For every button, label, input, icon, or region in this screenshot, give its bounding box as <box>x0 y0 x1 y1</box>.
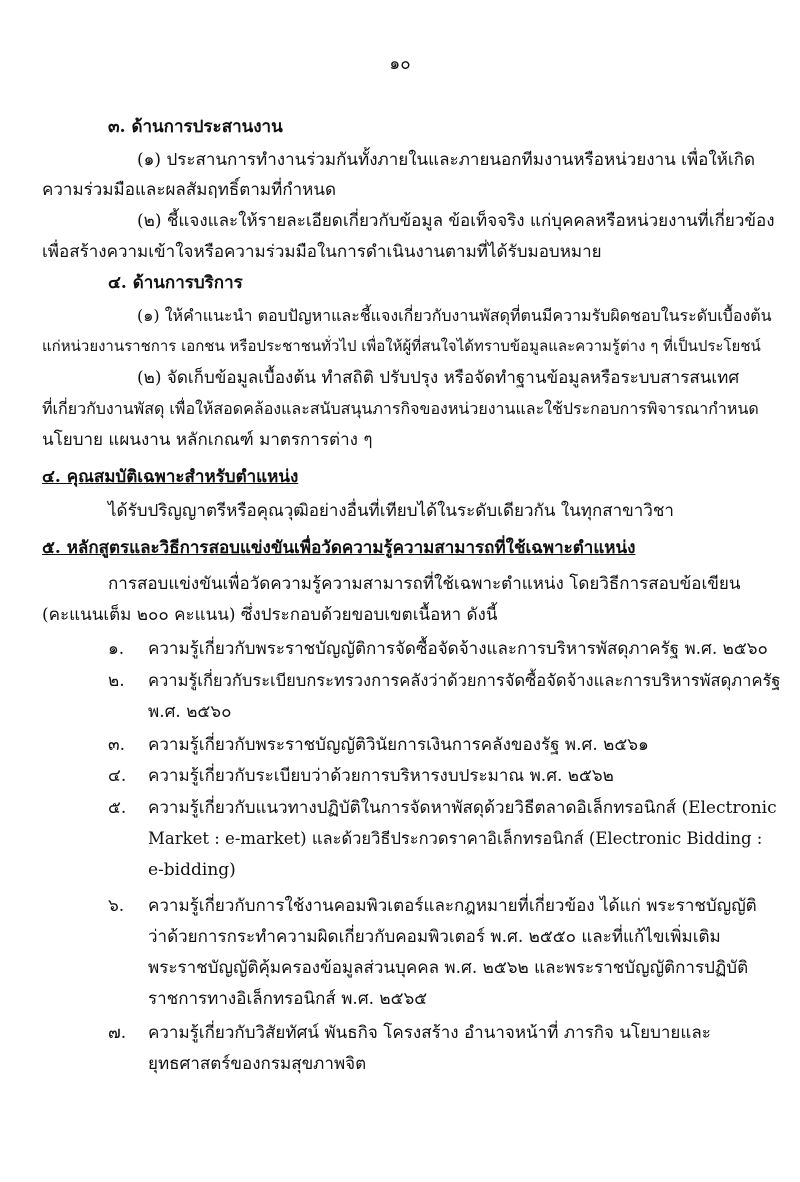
exam-item-line: ความรู้เกี่ยวกับพระราชบัญญัติวินัยการเงินการคลังของรัฐ พ.ศ. ๒๕๖๑ <box>148 735 649 755</box>
exam-item-line: ความรู้เกี่ยวกับการใช้งานคอมพิวเตอร์และกฎหมายที่เกี่ยวข้อง ได้แก่ พระราชบัญญัติ <box>148 896 757 916</box>
section4-item1-line2: แก่หน่วยงานราชการ เอกชน หรือประชาชนทั่วไป เพื่อให้ผู้ที่สนใจได้ทราบข้อมูลและความรู้ต่าง ๆ ที่เป็นประโยชน์ <box>42 337 761 355</box>
exam-item-number: ๖. <box>108 896 125 916</box>
exam-item-number: ๗. <box>108 1023 127 1043</box>
section4-item1-line1: (๑) ให้คำแนะนำ ตอบปัญหาและชี้แจงเกี่ยวกับงานพัสดุที่ตนมีความรับผิดชอบในระดับเบื้องต้น <box>137 306 772 325</box>
section3-item2-line2: เพื่อสร้างความเข้าใจหรือความร่วมมือในการดำเนินงานตามที่ได้รับมอบหมาย <box>42 242 602 262</box>
exam-item-number: ๕. <box>108 798 127 818</box>
exam-item-line: e-bidding) <box>148 860 236 880</box>
exam-item-line: ความรู้เกี่ยวกับแนวทางปฏิบัติในการจัดหาพัสดุด้วยวิธีตลาดอิเล็กทรอนิกส์ (Electronic <box>148 798 777 818</box>
exam-intro-line2: (คะแนนเต็ม ๒๐๐ คะแนน) ซึ่งประกอบด้วยขอบเขตเนื้อหา ดังนี้ <box>42 605 498 625</box>
exam-item-line: ความรู้เกี่ยวกับระเบียบว่าด้วยการบริหารงบประมาณ พ.ศ. ๒๕๖๒ <box>148 766 614 786</box>
exam-item-number: ๔. <box>108 766 127 786</box>
exam-item-number: ๑. <box>108 639 125 659</box>
exam-item-line: Market : e-market) และด้วยวิธีประกวดราคาอิเล็กทรอนิกส์ (Electronic Bidding : <box>148 829 763 848</box>
exam-item-line: พระราชบัญญัติคุ้มครองข้อมูลส่วนบุคคล พ.ศ. ๒๕๖๒ และพระราชบัญญัติการปฏิบัติ <box>148 958 749 978</box>
exam-item-line: ความรู้เกี่ยวกับพระราชบัญญัติการจัดซื้อจัดจ้างและการบริหารพัสดุภาครัฐ พ.ศ. ๒๕๖๐ <box>148 639 768 659</box>
exam-item-number: ๓. <box>108 735 126 755</box>
qualifications-heading: ๔. คุณสมบัติเฉพาะสำหรับตำแหน่ง <box>42 467 299 487</box>
exam-intro-line1: การสอบแข่งขันเพื่อวัดความรู้ความสามารถที่ใช้เฉพาะตำแหน่ง โดยวิธีการสอบข้อเขียน <box>108 574 741 594</box>
section4-item2-line3: นโยบาย แผนงาน หลักเกณฑ์ มาตรการต่าง ๆ <box>42 430 373 450</box>
section4-heading: ๔. ด้านการบริการ <box>108 273 243 293</box>
section4-item2-line1: (๒) จัดเก็บข้อมูลเบื้องต้น ทำสถิติ ปรับปรุง หรือจัดทำฐานข้อมูลหรือระบบสารสนเทศ <box>137 368 740 388</box>
exam-item-line: ยุทธศาสตร์ของกรมสุขภาพจิต <box>148 1054 367 1074</box>
section3-item2-line1: (๒) ชี้แจงและให้รายละเอียดเกี่ยวกับข้อมูล ข้อเท็จจริง แก่บุคคลหรือหน่วยงานที่เกี่ยวข้อง <box>137 211 775 231</box>
section4-item2-line2: ที่เกี่ยวกับงานพัสดุ เพื่อให้สอดคล้องและสนับสนุนภารกิจของหน่วยงานและใช้ประกอบการพิจารณากำหนด <box>42 399 759 418</box>
exam-item-number: ๒. <box>108 671 125 691</box>
section3-item1-line1: (๑) ประสานการทำงานร่วมกันทั้งภายในและภายนอกทีมงานหรือหน่วยงาน เพื่อให้เกิด <box>137 150 756 170</box>
section3-item1-line2: ความร่วมมือและผลสัมฤทธิ์ตามที่กำหนด <box>42 180 337 200</box>
exam-item-line: พ.ศ. ๒๕๖๐ <box>148 702 232 722</box>
exam-item-line: ว่าด้วยการกระทำความผิดเกี่ยวกับคอมพิวเตอร์ พ.ศ. ๒๕๕๐ และที่แก้ไขเพิ่มเติม <box>148 927 721 947</box>
exam-item-line: ความรู้เกี่ยวกับระเบียบกระทรวงการคลังว่าด้วยการจัดซื้อจัดจ้างและการบริหารพัสดุภาครัฐ <box>148 671 781 690</box>
exam-item-line: ความรู้เกี่ยวกับวิสัยทัศน์ พันธกิจ โครงสร้าง อำนาจหน้าที่ ภารกิจ นโยบายและ <box>148 1023 711 1043</box>
exam-heading: ๕. หลักสูตรและวิธีการสอบแข่งขันเพื่อวัดความรู้ความสามารถที่ใช้เฉพาะตำแหน่ง <box>42 538 636 558</box>
exam-item-line: ราชการทางอิเล็กทรอนิกส์ พ.ศ. ๒๕๖๕ <box>148 989 428 1009</box>
section3-heading: ๓. ด้านการประสานงาน <box>108 117 283 137</box>
qualifications-text: ได้รับปริญญาตรีหรือคุณวุฒิอย่างอื่นที่เทียบได้ในระดับเดียวกัน ในทุกสาขาวิชา <box>108 501 674 521</box>
page-number: ๑๐ <box>389 54 411 74</box>
